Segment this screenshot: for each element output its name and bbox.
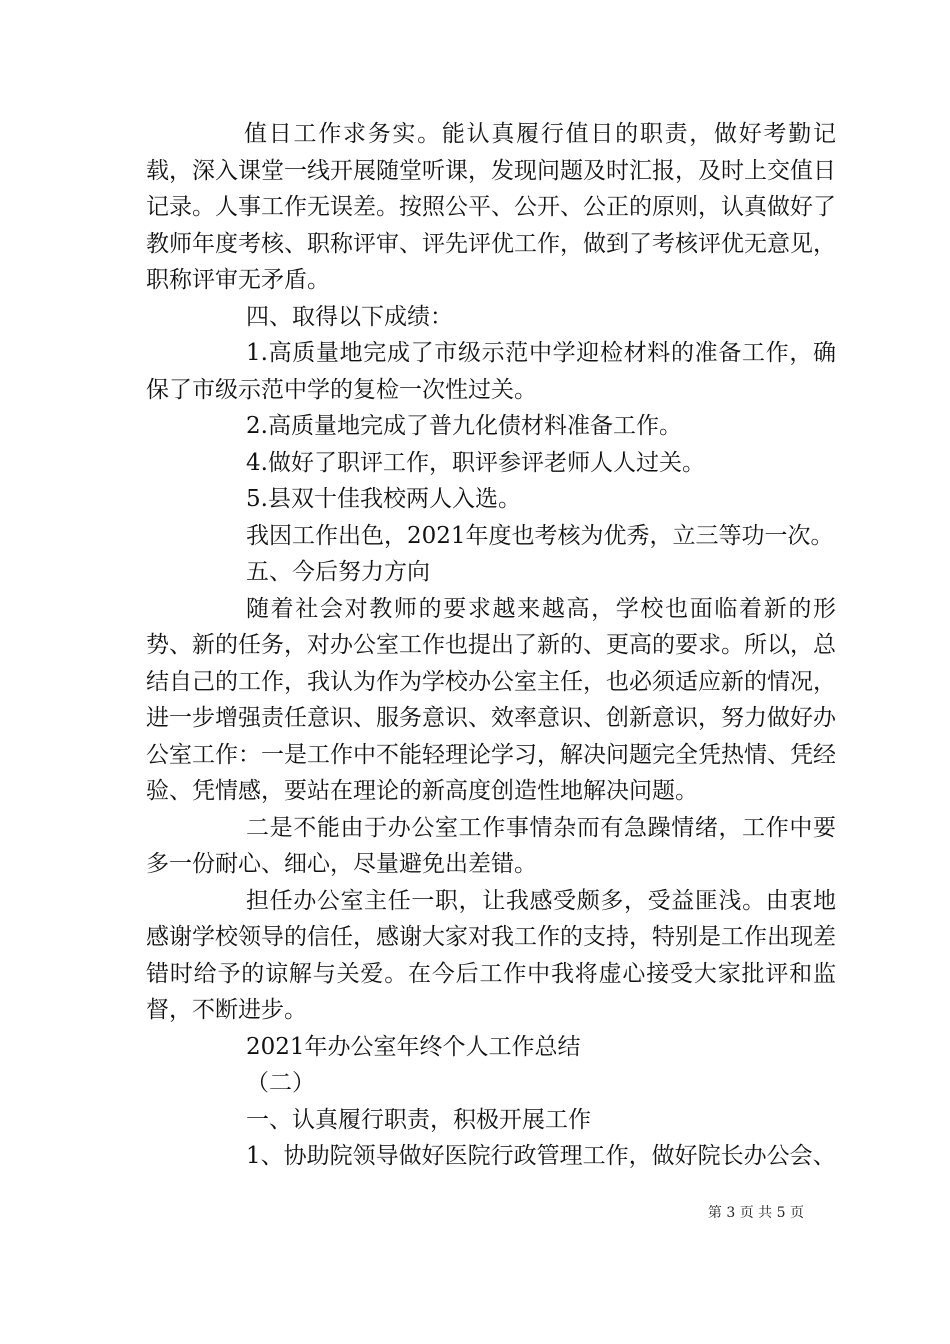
section-subtitle: （二） <box>246 1070 315 1096</box>
paragraph-thanks: 担任办公室主任一职，让我感受颇多，受益匪浅。由衷地感谢学校领导的信任，感谢大家对我工作的支持，特别是工作出现差错时给予的谅解与关爱。在今后工作中我将虚心接受大家批评和监督，不断进步。 <box>146 887 836 1023</box>
paragraph-assist: 1、协助院领导做好医院行政管理工作，做好院长办公会、 <box>246 1143 836 1169</box>
paragraph-future: 随着社会对教师的要求越来越高，学校也面临着新的形势、新的任务，对办公室工作也提出了新的、更高的要求。所以，总结自己的工作，我认为作为学校办公室主任，也必须适应新的情况，进一步增强责任意识、服务意识、效率意识、创新意识，努力做好办公室工作：一是工作中不能轻理论学习，解决问题完全凭热情、凭经验、凭情感，要站在理论的新高度创造性地解决问题。 <box>146 595 836 804</box>
page-number: 第 3 页 共 5 页 <box>707 1205 804 1221</box>
section-title: 2021年办公室年终个人工作总结 <box>246 1033 581 1060</box>
paragraph-award: 我因工作出色，2021年度也考核为优秀，立三等功一次。 <box>246 522 834 549</box>
document-body <box>146 116 836 1175</box>
list-item-4: 4.做好了职评工作，职评参评老师人人过关。 <box>246 449 705 476</box>
heading-achievements: 四、取得以下成绩： <box>246 303 453 330</box>
heading-future-direction: 五、今后努力方向 <box>246 559 430 585</box>
list-item-1: 1.高质量地完成了市级示范中学迎检材料的准备工作，确保了市级示范中学的复检一次性过关。 <box>146 340 836 403</box>
paragraph-second-point: 二是不能由于办公室工作事情杂而有急躁情绪，工作中要多一份耐心、细心，尽量避免出差错。 <box>146 814 836 877</box>
list-item-2: 2.高质量地完成了普九化债材料准备工作。 <box>246 413 682 439</box>
heading-duties: 一、认真履行职责，积极开展工作 <box>246 1106 591 1133</box>
paragraph-duty-work: 值日工作求务实。能认真履行值日的职责，做好考勤记载，深入课堂一线开展随堂听课，发现问题及时汇报，及时上交值日记录。人事工作无误差。按照公平、公开、公正的原则，认真做好了教师年度考核、职称评审、评先评优工作，做到了考核评优无意见，职称评审无矛盾。 <box>146 121 836 293</box>
list-item-5: 5.县双十佳我校两人入选。 <box>246 486 521 512</box>
